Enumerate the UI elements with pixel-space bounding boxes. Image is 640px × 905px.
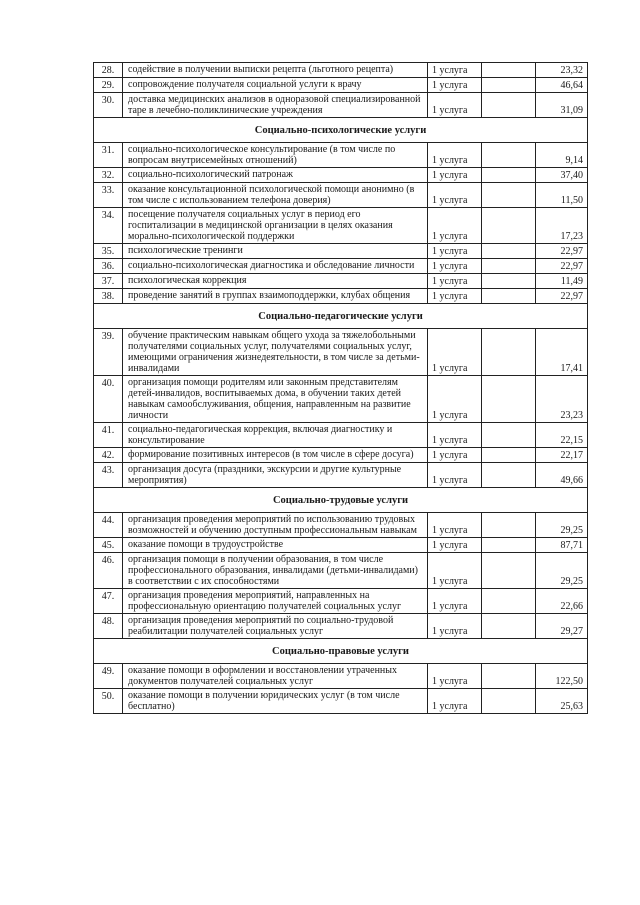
service-name: организация проведения мероприятий по использованию трудовых возможностей и обучению доступным профессиональным навыкам [123,513,428,538]
row-number: 47. [94,589,123,614]
service-unit: 1 услуга [428,329,482,376]
service-extra-cell [482,289,536,304]
section-title: Социально-трудовые услуги [94,488,588,513]
service-name: проведение занятий в группах взаимоподдержки, клубах общения [123,289,428,304]
service-unit: 1 услуга [428,143,482,168]
service-price: 17,41 [536,329,588,376]
table-row [94,208,588,244]
row-number: 45. [94,538,123,553]
service-price: 122,50 [536,664,588,689]
service-price: 22,97 [536,244,588,259]
service-name: организация помощи в получении образования, в том числе профессионального образования, инвалидами (детьми-инвалидами) в соответствии с их способностями [123,553,428,589]
service-name: психологическая коррекция [123,274,428,289]
service-price: 17,23 [536,208,588,244]
service-extra-cell [482,78,536,93]
service-name: сопровождение получателя социальной услуги к врачу [123,78,428,93]
service-extra-cell [482,143,536,168]
row-number: 50. [94,689,123,714]
service-name: социально-психологическое консультирование (в том числе по вопросам внутрисемейных отношений) [123,143,428,168]
row-number: 30. [94,93,123,118]
service-name: организация проведения мероприятий, направленных на профессиональную ориентацию получателей социальных услуг [123,589,428,614]
service-name: обучение практическим навыкам общего ухода за тяжелобольными получателями социальных услуг, получателями социальных услуг, имеющими ограничения жизнедеятельности, в том числе за детьми-инвалидами [123,329,428,376]
table-row [94,259,588,274]
service-name: доставка медицинских анализов в одноразовой специализированной таре в лечебно-поликлинические учреждения [123,93,428,118]
service-unit: 1 услуга [428,93,482,118]
table-row [94,513,588,538]
service-extra-cell [482,513,536,538]
service-extra-cell [482,244,536,259]
service-price: 25,63 [536,689,588,714]
service-unit: 1 услуга [428,589,482,614]
table-row [94,664,588,689]
service-unit: 1 услуга [428,664,482,689]
service-unit: 1 услуга [428,274,482,289]
service-unit: 1 услуга [428,78,482,93]
service-unit: 1 услуга [428,614,482,639]
service-unit: 1 услуга [428,259,482,274]
row-number: 49. [94,664,123,689]
row-number: 44. [94,513,123,538]
service-price: 22,97 [536,289,588,304]
service-unit: 1 услуга [428,423,482,448]
service-name: психологические тренинги [123,244,428,259]
service-price: 23,23 [536,376,588,423]
service-price: 29,25 [536,513,588,538]
service-unit: 1 услуга [428,168,482,183]
service-unit: 1 услуга [428,448,482,463]
service-unit: 1 услуга [428,689,482,714]
table-row [94,589,588,614]
service-extra-cell [482,463,536,488]
service-extra-cell [482,329,536,376]
service-name: оказание помощи в трудоустройстве [123,538,428,553]
service-extra-cell [482,208,536,244]
service-unit: 1 услуга [428,208,482,244]
service-extra-cell [482,274,536,289]
row-number: 28. [94,63,123,78]
service-name: посещение получателя социальных услуг в период его госпитализации в медицинской организации в целях оказания морально-психологической поддержки [123,208,428,244]
service-price: 22,17 [536,448,588,463]
row-number: 40. [94,376,123,423]
service-price: 46,64 [536,78,588,93]
table-row [94,553,588,589]
section-header-row [94,639,588,664]
service-unit: 1 услуга [428,376,482,423]
service-extra-cell [482,664,536,689]
service-price: 49,66 [536,463,588,488]
service-name: оказание помощи в оформлении и восстановлении утраченных документов получателей социальных услуг [123,664,428,689]
row-number: 37. [94,274,123,289]
service-unit: 1 услуга [428,513,482,538]
service-unit: 1 услуга [428,538,482,553]
table-row [94,423,588,448]
table-row [94,93,588,118]
service-unit: 1 услуга [428,63,482,78]
service-unit: 1 услуга [428,183,482,208]
table-row [94,63,588,78]
section-header-row [94,118,588,143]
row-number: 31. [94,143,123,168]
service-extra-cell [482,93,536,118]
service-name: социально-педагогическая коррекция, включая диагностику и консультирование [123,423,428,448]
service-unit: 1 услуга [428,463,482,488]
service-price: 11,50 [536,183,588,208]
table-row [94,463,588,488]
service-name: социально-психологическая диагностика и обследование личности [123,259,428,274]
service-name: социально-психологический патронаж [123,168,428,183]
section-title: Социально-педагогические услуги [94,304,588,329]
service-extra-cell [482,553,536,589]
service-extra-cell [482,448,536,463]
services-price-table [93,62,588,714]
table-row [94,78,588,93]
service-extra-cell [482,63,536,78]
table-row [94,143,588,168]
row-number: 46. [94,553,123,589]
table-row [94,448,588,463]
service-name: организация проведения мероприятий по социально-трудовой реабилитации получателей социальных услуг [123,614,428,639]
section-header-row [94,488,588,513]
row-number: 39. [94,329,123,376]
service-price: 37,40 [536,168,588,183]
service-extra-cell [482,259,536,274]
service-price: 22,15 [536,423,588,448]
service-extra-cell [482,183,536,208]
service-price: 31,09 [536,93,588,118]
table-row [94,183,588,208]
service-extra-cell [482,589,536,614]
section-title: Социально-психологические услуги [94,118,588,143]
service-price: 87,71 [536,538,588,553]
service-name: содействие в получении выписки рецепта (льготного рецепта) [123,63,428,78]
row-number: 43. [94,463,123,488]
row-number: 33. [94,183,123,208]
service-extra-cell [482,423,536,448]
table-row [94,538,588,553]
service-name: организация помощи родителям или законным представителям детей-инвалидов, воспитываемых дома, в обучении таких детей навыкам самообслуживания, общения, направленным на развитие личности [123,376,428,423]
row-number: 42. [94,448,123,463]
service-price: 11,49 [536,274,588,289]
service-name: оказание консультационной психологической помощи анонимно (в том числе с использованием телефона доверия) [123,183,428,208]
row-number: 48. [94,614,123,639]
service-unit: 1 услуга [428,553,482,589]
table-row [94,329,588,376]
service-price: 9,14 [536,143,588,168]
service-extra-cell [482,538,536,553]
row-number: 29. [94,78,123,93]
table-row [94,274,588,289]
section-title: Социально-правовые услуги [94,639,588,664]
row-number: 32. [94,168,123,183]
row-number: 35. [94,244,123,259]
table-row [94,614,588,639]
row-number: 34. [94,208,123,244]
service-price: 23,32 [536,63,588,78]
service-name: оказание помощи в получении юридических услуг (в том числе бесплатно) [123,689,428,714]
table-row [94,689,588,714]
service-price: 29,27 [536,614,588,639]
table-body [94,63,588,714]
service-price: 22,97 [536,259,588,274]
table-row [94,244,588,259]
table-row [94,289,588,304]
row-number: 36. [94,259,123,274]
table-row [94,168,588,183]
section-header-row [94,304,588,329]
row-number: 38. [94,289,123,304]
service-name: формирование позитивных интересов (в том числе в сфере досуга) [123,448,428,463]
service-extra-cell [482,614,536,639]
service-extra-cell [482,376,536,423]
service-price: 22,66 [536,589,588,614]
service-unit: 1 услуга [428,244,482,259]
service-price: 29,25 [536,553,588,589]
service-extra-cell [482,168,536,183]
row-number: 41. [94,423,123,448]
service-unit: 1 услуга [428,289,482,304]
table-row [94,376,588,423]
service-extra-cell [482,689,536,714]
service-name: организация досуга (праздники, экскурсии и другие культурные мероприятия) [123,463,428,488]
